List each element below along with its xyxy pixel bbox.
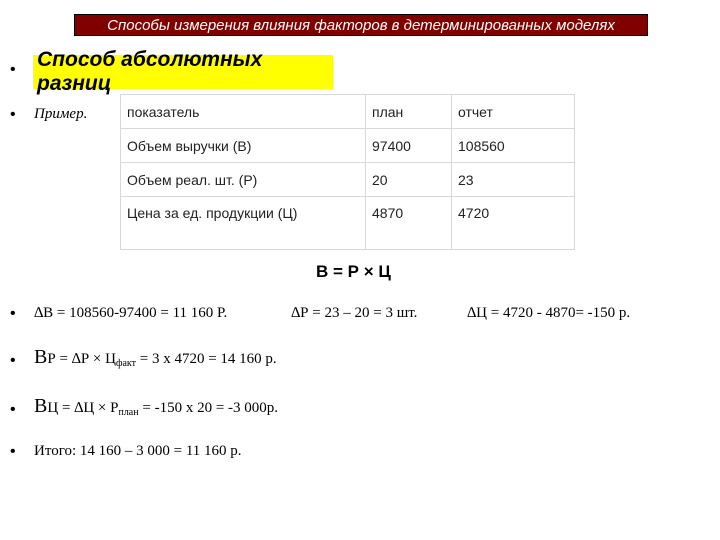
method-heading-text: Способ абсолютных разниц — [37, 48, 263, 95]
calc-p-symbol: В — [34, 346, 48, 368]
indicators-table — [120, 94, 575, 250]
cell-indicator: Цена за ед. продукции (Ц) — [121, 197, 366, 250]
calc-c-line — [34, 395, 278, 418]
calc-c-symbol: В — [34, 395, 48, 417]
calc-p-sub: Р — [47, 351, 56, 367]
total-line: Итого: 14 160 – 3 000 = 11 160 р. — [34, 443, 242, 459]
bullet-icon: • — [10, 401, 16, 418]
example-label: Пример. — [34, 106, 88, 122]
calc-c-mid: = ∆Ц × Р — [58, 400, 119, 416]
slide-title: Способы измерения влияния факторов в детерминированных моделях — [74, 14, 648, 36]
cell-plan: 4870 — [366, 197, 452, 250]
header-indicator: показатель — [121, 95, 366, 129]
cell-indicator: Объем выручки (В) — [121, 129, 366, 163]
main-formula: В = Р × Ц — [316, 262, 391, 281]
calc-p-mid: = ∆Р × Ц — [55, 351, 116, 367]
calc-c-sub2: план — [118, 407, 139, 418]
bullet-icon: • — [10, 443, 16, 460]
cell-plan: 97400 — [366, 129, 452, 163]
delta-b: ∆В = 108560-97400 = 11 160 Р. — [34, 305, 228, 321]
cell-report: 108560 — [452, 129, 575, 163]
table-row — [121, 197, 575, 250]
cell-indicator: Объем реал. шт. (Р) — [121, 163, 366, 197]
bullet-icon: • — [10, 61, 16, 78]
table-header-row — [121, 95, 575, 129]
header-report: отчет — [452, 95, 575, 129]
delta-p: ∆Р = 23 – 20 = 3 шт. — [291, 305, 418, 321]
calc-c-rest: = -150 х 20 = -3 000р. — [138, 400, 279, 416]
calc-p-sub2: факт — [115, 358, 136, 369]
calc-c-sub: Ц — [47, 400, 59, 416]
table-row — [121, 129, 575, 163]
method-heading — [33, 48, 333, 95]
cell-report: 4720 — [452, 197, 575, 250]
table-row — [121, 163, 575, 197]
bullet-icon: • — [10, 352, 16, 369]
calc-p-rest: = 3 х 4720 = 14 160 р. — [135, 351, 277, 367]
calc-p-line — [34, 346, 277, 369]
bullet-icon: • — [10, 106, 16, 123]
bullet-icon: • — [10, 305, 16, 322]
cell-report: 23 — [452, 163, 575, 197]
header-plan: план — [366, 95, 452, 129]
cell-plan: 20 — [366, 163, 452, 197]
delta-c: ∆Ц = 4720 - 4870= -150 р. — [467, 305, 631, 321]
